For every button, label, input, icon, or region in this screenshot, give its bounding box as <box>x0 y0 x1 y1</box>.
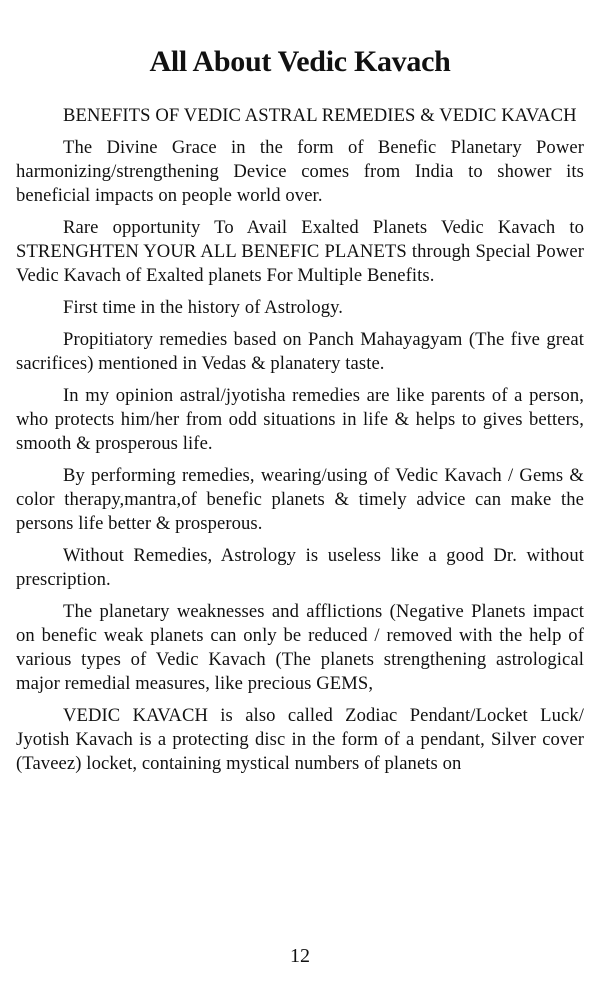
page-title: All About Vedic Kavach <box>149 45 451 78</box>
body-text <box>16 104 584 784</box>
paragraph-propitiatory-remedies: Propitiatory remedies based on Panch Mahayagyam (The five great sacrifices) mentioned in Vedas & planatery taste. <box>16 329 584 374</box>
book-page <box>16 0 584 981</box>
paragraph-vedic-kavach: VEDIC KAVACH is also called Zodiac Pendant/Locket Luck/ Jyotish Kavach is a protecting disc in the form of a pendant, Silver cover (Taveez) locket, containing mystical numbers of planets on <box>16 705 584 774</box>
paragraph-divine-grace: The Divine Grace in the form of Benefic Planetary Power harmonizing/strengthening Device comes from India to shower its beneficial impacts on people world over. <box>16 137 584 206</box>
paragraph-without-remedies: Without Remedies, Astrology is useless like a good Dr. without prescription. <box>16 545 584 590</box>
paragraph-benefits-heading: BENEFITS OF VEDIC ASTRAL REMEDIES & VEDIC KAVACH <box>63 105 577 126</box>
paragraph-first-time: First time in the history of Astrology. <box>63 297 344 318</box>
paragraph-performing-remedies: By performing remedies, wearing/using of Vedic Kavach / Gems & color therapy,mantra,of benefic planets & timely advice can make the persons life better & prosperous. <box>16 465 584 534</box>
paragraph-opinion: In my opinion astral/jyotisha remedies are like parents of a person, who protects him/her from odd situations in life & helps to gives betters, smooth & prosperous life. <box>16 385 584 454</box>
paragraph-rare-opportunity: Rare opportunity To Avail Exalted Planets Vedic Kavach to STRENGHTEN YOUR ALL BENEFIC PLANETS through Special Power Vedic Kavach of Exalted planets For Multiple Benefits. <box>16 217 584 286</box>
paragraph-planetary-weaknesses: The planetary weaknesses and afflictions (Negative Planets impact on benefic weak planets can only be reduced / removed with the help of various types of Vedic Kavach (The planets strengthening astrological major remedial measures, like precious GEMS, <box>16 601 584 694</box>
page-number: 12 <box>290 945 310 967</box>
